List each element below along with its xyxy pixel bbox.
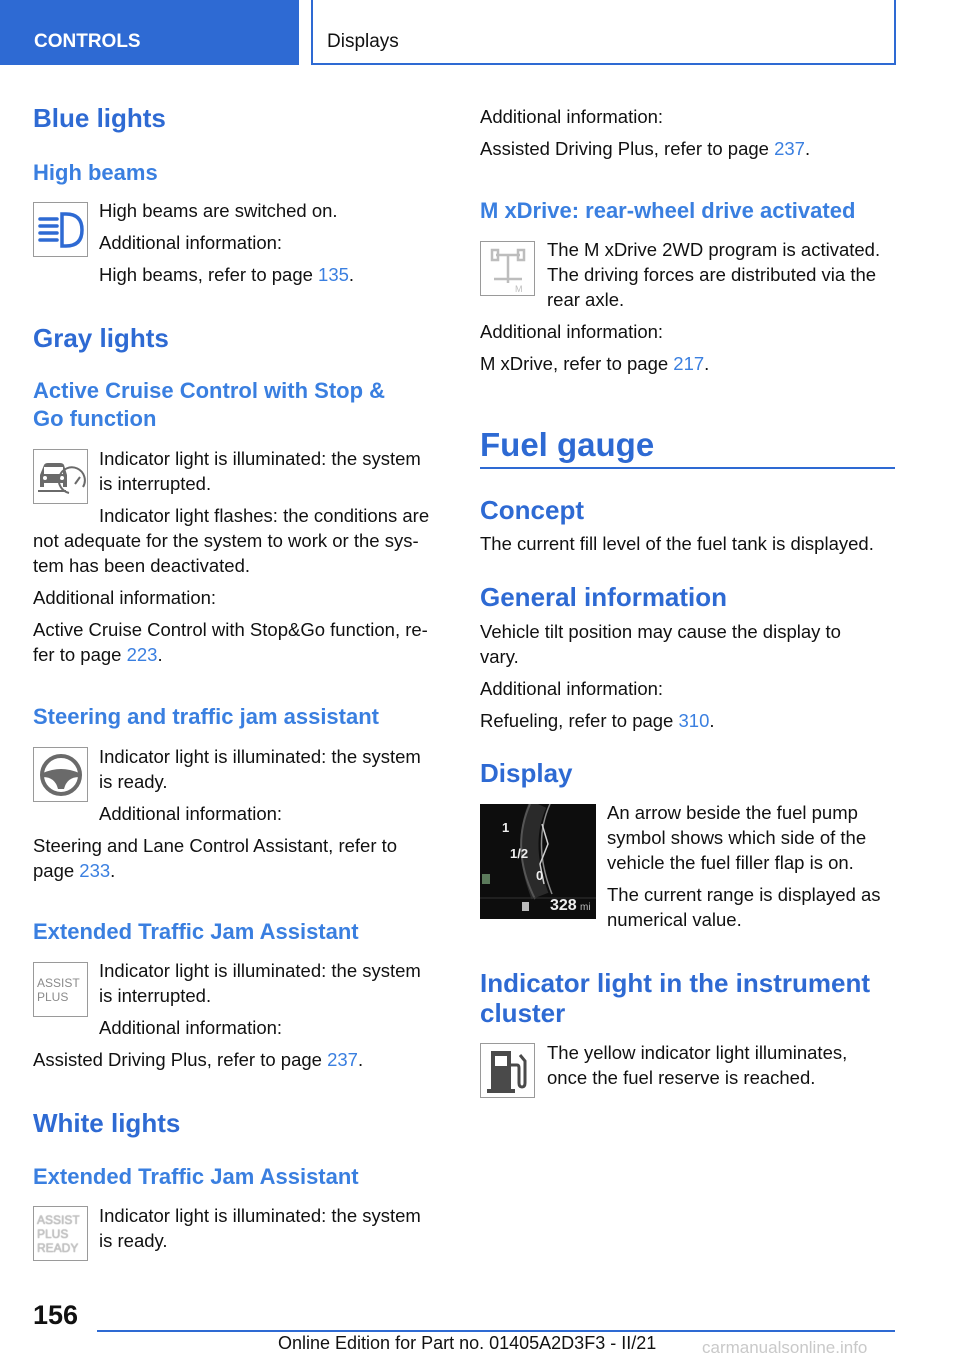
heading-extended-tja-gray: Extended Traffic Jam Assistant <box>33 919 359 944</box>
general-text-2: vary. <box>480 646 519 667</box>
additional-info-label: Additional information: <box>99 1017 283 1038</box>
acc-flashes-text-2: not adequate for the system to work or the sys‐ <box>33 530 419 551</box>
mxdrive-text-3: rear axle. <box>547 289 625 310</box>
heading-high-beams: High beams <box>33 160 158 185</box>
page-number: 156 <box>33 1300 79 1330</box>
fuel-pump-icon <box>480 1043 535 1098</box>
acc-flashes-text-1: Indicator light flashes: the conditions are <box>99 505 430 526</box>
heading-general-information: General information <box>480 582 728 612</box>
heading-m-xdrive: M xDrive: rear-wheel drive activated <box>480 198 856 223</box>
cruise-control-icon <box>33 449 88 504</box>
page-link-233[interactable]: 233 <box>79 860 111 881</box>
steering-reference-2: page 233. <box>33 860 116 881</box>
display-text-4: The current range is displayed as <box>607 884 881 905</box>
heading-gray-lights: Gray lights <box>33 323 169 353</box>
steering-reference-1: Steering and Lane Control Assistant, refer to <box>33 835 398 856</box>
assist-plus-gray-icon: ASSIST PLUS <box>33 962 88 1017</box>
high-beams-text: High beams are switched on. <box>99 200 338 221</box>
acc-illuminated-text-1: Indicator light is illuminated: the system <box>99 448 421 469</box>
ext-tja-gray-reference: Assisted Driving Plus, refer to page 237. <box>33 1049 364 1070</box>
mxdrive-text-1: The M xDrive 2WD program is activated. <box>547 239 881 260</box>
steering-text-2: is ready. <box>99 771 168 792</box>
display-text-1: An arrow beside the fuel pump <box>607 802 858 823</box>
section-divider <box>480 467 895 469</box>
ext-tja-gray-text-2: is interrupted. <box>99 985 212 1006</box>
mxdrive-reference: M xDrive, refer to page 217. <box>480 353 710 374</box>
concept-text: The current fill level of the fuel tank is displayed. <box>480 533 874 554</box>
heading-blue-lights: Blue lights <box>33 103 166 133</box>
display-text-3: vehicle the fuel filler flap is on. <box>607 852 854 873</box>
acc-reference-2: fer to page 223. <box>33 644 163 665</box>
gauge-mark-half: 1/2 <box>510 846 529 861</box>
high-beams-reference: High beams, refer to page 135. <box>99 264 355 285</box>
watermark: carmanualsonline.info <box>702 1338 868 1357</box>
additional-info-label: Additional information: <box>99 803 283 824</box>
steering-wheel-icon <box>33 747 88 802</box>
gauge-mark-full: 1 <box>502 820 510 835</box>
heading-fuel-gauge: Fuel gauge <box>480 426 655 463</box>
assist-plus-ready-icon: ASSIST PLUS READY <box>33 1206 88 1261</box>
high-beams-icon <box>33 202 88 257</box>
heading-white-lights: White lights <box>33 1108 181 1138</box>
heading-indicator-light: Indicator light in the instrument cluster <box>480 968 870 1028</box>
additional-info-label: Additional information: <box>480 106 664 127</box>
range-unit: mi <box>580 902 591 913</box>
acc-reference-1: Active Cruise Control with Stop&Go function, re‐ <box>33 619 428 640</box>
display-text-5: numerical value. <box>607 909 742 930</box>
footer-rule <box>97 1330 895 1332</box>
page-link-223[interactable]: 223 <box>126 644 158 665</box>
indicator-text-1: The yellow indicator light illuminates, <box>547 1042 848 1063</box>
refueling-reference: Refueling, refer to page 310. <box>480 710 715 731</box>
display-text-2: symbol shows which side of the <box>607 827 867 848</box>
page-link-217[interactable]: 217 <box>673 353 705 374</box>
range-value: 328 <box>550 897 577 914</box>
fuel-gauge-image <box>480 804 596 919</box>
rear-wheel-drive-icon <box>480 241 535 296</box>
page-link-135[interactable]: 135 <box>318 264 349 285</box>
assisted-driving-reference: Assisted Driving Plus, refer to page 237. <box>480 138 811 159</box>
chapter-tab-displays: Displays <box>311 0 896 65</box>
svg-text:M: M <box>514 283 522 293</box>
ext-tja-white-text-2: is ready. <box>99 1230 168 1251</box>
indicator-text-2: once the fuel reserve is reached. <box>547 1067 816 1088</box>
ext-tja-white-text-1: Indicator light is illuminated: the system <box>99 1205 421 1226</box>
heading-concept: Concept <box>480 495 584 525</box>
section-tab-controls: CONTROLS <box>0 0 299 65</box>
additional-info-label: Additional information: <box>480 678 664 699</box>
footer-edition: Online Edition for Part no. 01405A2D3F3 - II/21 <box>278 1333 657 1353</box>
acc-illuminated-text-2: is interrupted. <box>99 473 212 494</box>
page-link-237[interactable]: 237 <box>774 138 805 159</box>
page-link-310[interactable]: 310 <box>678 710 710 731</box>
page-link-237[interactable]: 237 <box>327 1049 358 1070</box>
heading-extended-tja-white: Extended Traffic Jam Assistant <box>33 1164 359 1189</box>
additional-info-label: Additional information: <box>99 232 283 253</box>
additional-info-label: Additional information: <box>480 321 664 342</box>
acc-flashes-text-3: tem has been deactivated. <box>33 555 251 576</box>
heading-display: Display <box>480 758 573 788</box>
additional-info-label: Additional information: <box>33 587 217 608</box>
general-text-1: Vehicle tilt position may cause the display to <box>480 621 841 642</box>
heading-active-cruise-control: Active Cruise Control with Stop & Go function <box>33 378 386 431</box>
ext-tja-gray-text-1: Indicator light is illuminated: the system <box>99 960 421 981</box>
mxdrive-text-2: The driving forces are distributed via the <box>547 264 877 285</box>
steering-text-1: Indicator light is illuminated: the system <box>99 746 421 767</box>
heading-steering-traffic-jam: Steering and traffic jam assistant <box>33 704 379 729</box>
gauge-mark-empty: 0 <box>536 868 544 883</box>
